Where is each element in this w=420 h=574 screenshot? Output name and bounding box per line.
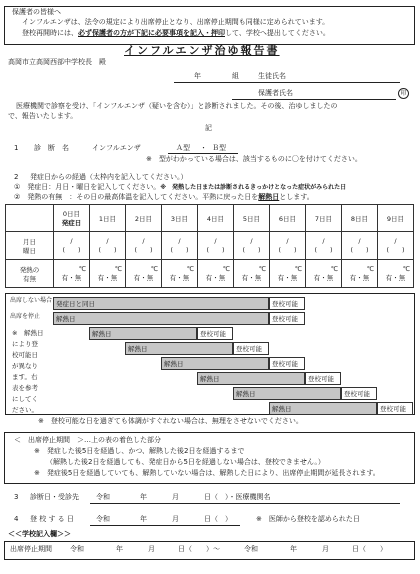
section3-label: 診断日・受診先 xyxy=(30,493,79,501)
section3-underline xyxy=(90,503,400,504)
stop-period-bar: 発症日と同日 xyxy=(53,297,269,310)
fever-row-label: 発熱の 有無 xyxy=(6,260,54,288)
school-era2: 令和 xyxy=(244,545,258,553)
date-cell[interactable]: / ( ) xyxy=(342,232,378,260)
side-note-line: ※ 解熱日 xyxy=(12,329,44,337)
day-label: 4日目 xyxy=(206,214,225,223)
return-ok-bar: 登校可能 xyxy=(269,357,305,370)
progress-table xyxy=(5,204,414,288)
side-note-line: 校可能日 xyxy=(12,351,38,359)
section1-label: 診 断 名 xyxy=(34,144,69,152)
day-header-0 xyxy=(54,205,90,232)
date-cell[interactable]: / ( ) xyxy=(306,232,342,260)
stop-period-bar: 解熱日 xyxy=(161,357,269,370)
section4-month: 月 xyxy=(172,515,179,523)
notice-line2 xyxy=(22,29,330,37)
section3-year: 年 xyxy=(140,493,147,501)
section1-number: 1 xyxy=(14,144,19,152)
side-note-line: ださい。 xyxy=(12,406,38,414)
section4-number: 4 xyxy=(14,515,19,523)
schedule-note: ※ 登校可能な日を過ぎても体調がすぐれない場合は、無理をさせないでください。 xyxy=(38,417,303,425)
day-header-1 xyxy=(90,205,126,232)
return-ok-bar: 登校可能 xyxy=(305,372,341,385)
school-month1: 月 xyxy=(148,545,155,553)
date-row-label: 月日 曜日 xyxy=(6,232,54,260)
day-label: 1日目 xyxy=(98,214,117,223)
school-era1: 令和 xyxy=(70,545,84,553)
body-line2: で、報告いたします。 xyxy=(8,112,78,120)
stop-row-label: 出席しない場合 xyxy=(10,297,53,304)
fever-cell[interactable]: ℃ 有・無 xyxy=(378,260,414,288)
day-label: 9日目 xyxy=(386,214,405,223)
type-underline xyxy=(168,153,238,154)
day-header-2 xyxy=(126,205,162,232)
stop-period-bar: 解熱日 xyxy=(125,342,233,355)
class-label: 組 xyxy=(232,72,239,80)
day-label: 3日目 xyxy=(170,214,189,223)
fever-cell[interactable]: ℃ 有・無 xyxy=(198,260,234,288)
side-note-line: により登 xyxy=(12,340,38,348)
student-name-label: 生徒氏名 xyxy=(258,72,286,80)
addressee: 高岡市立高岡西部中学校長 殿 xyxy=(8,58,106,66)
ki-mark: 記 xyxy=(205,124,212,132)
onset-label: 発症日 xyxy=(61,219,82,227)
section3-month: 月 xyxy=(172,493,179,501)
stop-period-line1: ※ 発症した後5日を経過し、かつ、解熱した後2日を経過するまで xyxy=(34,447,245,455)
type-b-option[interactable]: Ｂ型 xyxy=(212,144,226,152)
day-header-8 xyxy=(342,205,378,232)
day-label: 5日目 xyxy=(242,214,261,223)
fever-cell[interactable]: ℃ 有・無 xyxy=(234,260,270,288)
return-ok-bar: 登校可能 xyxy=(269,297,305,310)
day-header-9 xyxy=(378,205,414,232)
guardian-underline xyxy=(232,99,396,100)
diagnosis-name: インフルエンザ xyxy=(92,144,141,152)
date-cell[interactable]: / ( ) xyxy=(54,232,90,260)
guardian-name-label: 保護者氏名 xyxy=(258,89,293,97)
section1-note: ※ 型がわかっている場合は、該当するものに〇を付けてください。 xyxy=(146,155,362,163)
school-day2: 日（ ） xyxy=(352,545,387,553)
stop-period-heading: ＜ 出席停止期間 ＞…上の表の着色した部分 xyxy=(14,436,161,444)
stop-period-line3: ※ 発症後5日を経過していても、解熱していない場合は、解熱した日により、出席停止期間が延長されます。 xyxy=(34,469,380,477)
day-label: 0日目 xyxy=(62,210,81,218)
school-use-label: ＜＜学校記入欄＞＞ xyxy=(8,530,71,538)
return-ok-bar: 登校可能 xyxy=(341,387,377,400)
date-cell[interactable]: / ( ) xyxy=(126,232,162,260)
stop-period-bar: 解熱日 xyxy=(53,312,269,325)
day-header-4 xyxy=(198,205,234,232)
return-ok-bar: 登校可能 xyxy=(233,342,269,355)
section2-label: 発症日からの経過（太枠内を記入してください。） xyxy=(30,173,188,181)
date-cell[interactable]: / ( ) xyxy=(198,232,234,260)
fever-cell[interactable]: ℃ 有・無 xyxy=(342,260,378,288)
corner-cell xyxy=(6,205,54,232)
notice-line2-post: して、学校へ提出してください。 xyxy=(225,29,330,37)
day-label: 8日目 xyxy=(350,214,369,223)
date-cell[interactable]: / ( ) xyxy=(234,232,270,260)
stop-period-bar: 解熱日 xyxy=(233,387,341,400)
return-ok-bar: 登校可能 xyxy=(377,402,413,415)
fever-cell[interactable]: ℃ 有・無 xyxy=(54,260,90,288)
stop-period-bar: 解熱日 xyxy=(89,327,197,340)
section4-era: 令和 xyxy=(96,515,110,523)
section3-era: 令和 xyxy=(96,493,110,501)
section4-day: 日（ ） xyxy=(204,515,232,523)
school-period-label: 出席停止期間 xyxy=(10,545,52,553)
side-note-line: にしてく xyxy=(12,395,38,403)
seal-mark: 印 xyxy=(398,88,409,99)
school-year1: 年 xyxy=(116,545,123,553)
section2-number: 2 xyxy=(14,173,19,181)
section4-label: 登 校 す る 日 xyxy=(30,515,74,523)
date-cell[interactable]: / ( ) xyxy=(378,232,414,260)
side-note-line: 表を参考 xyxy=(12,384,38,392)
section4-underline xyxy=(90,525,240,526)
page-title: インフルエンザ治ゆ報告書 xyxy=(124,44,280,57)
fever-cell[interactable]: ℃ 有・無 xyxy=(90,260,126,288)
day-header-5 xyxy=(234,205,270,232)
grade-label: 年 xyxy=(194,72,201,80)
stop-period-bar: 解熱日 xyxy=(197,372,305,385)
student-underline xyxy=(174,82,400,83)
section2-item1 xyxy=(14,183,346,192)
section2-item2-pre: ② 発熱の有無 ：その日の最高体温を記入してください。平熱に戻った日を xyxy=(14,193,259,201)
fever-cell[interactable]: ℃ 有・無 xyxy=(126,260,162,288)
notice-line2-pre: 登校再開時には、 xyxy=(22,29,78,37)
day-label: 6日目 xyxy=(278,214,297,223)
day-label: 7日目 xyxy=(314,214,333,223)
day-header-3 xyxy=(162,205,198,232)
date-cell[interactable]: / ( ) xyxy=(162,232,198,260)
stop-period-line2: （解熱した後2日を経過しても、発症日から5日を経過しない場合は、登校できません。） xyxy=(46,458,325,466)
notice-to: 保護者の皆様へ xyxy=(12,8,61,16)
day-header-6 xyxy=(270,205,306,232)
side-note xyxy=(12,328,43,416)
school-day1: 日（ ）〜 xyxy=(178,545,220,553)
section2-item2-post: とします。 xyxy=(279,193,314,201)
section4-note: ※ 医師から登校を認められた日 xyxy=(256,515,360,523)
day-header-7 xyxy=(306,205,342,232)
date-cell[interactable]: / ( ) xyxy=(90,232,126,260)
side-note-line: が異なり xyxy=(12,362,38,370)
stop-period-bar: 解熱日 xyxy=(269,402,377,415)
section4-year: 年 xyxy=(140,515,147,523)
section2-item1-bold: ※ 発熱した日または診断されるきっかけとなった症状がみられた日 xyxy=(160,184,347,191)
section3-number: 3 xyxy=(14,493,19,501)
return-ok-bar: 登校可能 xyxy=(269,312,305,325)
fever-cell[interactable]: ℃ 有・無 xyxy=(270,260,306,288)
type-separator: ・ xyxy=(200,144,207,152)
school-year2: 年 xyxy=(290,545,297,553)
notice-line2-bold: 必ず保護者の方が下記に必要事項を記入・押印 xyxy=(78,29,225,37)
section2-item2-bold: 解熱日 xyxy=(258,193,280,201)
date-cell[interactable]: / ( ) xyxy=(270,232,306,260)
fever-cell[interactable]: ℃ 有・無 xyxy=(306,260,342,288)
section2-item2 xyxy=(14,193,314,201)
side-note-line: ます。右 xyxy=(12,373,38,381)
fever-cell[interactable]: ℃ 有・無 xyxy=(162,260,198,288)
stop-row-label2: 出席を停止 xyxy=(10,313,41,320)
return-ok-bar: 登校可能 xyxy=(197,327,233,340)
section2-item1-pre: ① 発症日：月日・曜日を記入してください。 xyxy=(14,183,161,191)
day-label: 2日目 xyxy=(134,214,153,223)
notice-line1: インフルエンザは、法令の規定により出席停止となり、出席停止期間も同様に定められています。 xyxy=(22,18,330,26)
school-month2: 月 xyxy=(322,545,329,553)
section3-day: 日（ ）・医療機関名 xyxy=(204,493,271,501)
body-line1: 医療機関で診察を受け、「インフルエンザ（疑いを含む）」と診断されました。その後、治ゆしましたの xyxy=(16,102,338,110)
type-a-option[interactable]: Ａ型 xyxy=(176,144,190,152)
